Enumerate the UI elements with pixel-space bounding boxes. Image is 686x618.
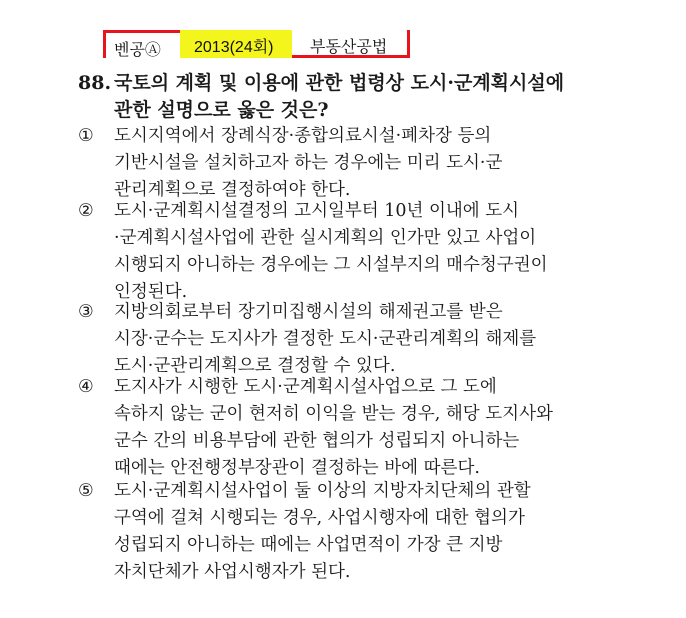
source-box [103, 30, 180, 58]
option-line: 인정된다. [114, 282, 188, 302]
option-line: 도지사가 시행한 도시·군계획시설사업으로 그 도에 [114, 377, 497, 397]
option-line: 때에는 안전행정부장관이 결정하는 바에 따른다. [114, 458, 480, 478]
option-line: 구역에 걸쳐 시행되는 경우, 사업시행자에 대한 협의가 [114, 508, 525, 528]
year-box [180, 30, 292, 58]
option-text [114, 299, 614, 380]
option-text [114, 198, 614, 306]
option-line: 도시·군계획시설결정의 고시일부터 10년 이내에 도시 [114, 201, 520, 221]
option-text [114, 374, 614, 482]
option-text [114, 478, 614, 586]
exam-header [103, 30, 410, 58]
option-line: 시장·군수는 도지사가 결정한 도시·군관리계획의 해제를 [114, 329, 537, 349]
year-label: 2013(24회) [194, 39, 274, 56]
option-line: 성립되지 아니하는 때에는 사업면적이 가장 큰 지방 [114, 535, 503, 555]
question-text [114, 70, 634, 124]
option-line: 시행되지 아니하는 경우에는 그 시설부지의 매수청구권이 [114, 255, 548, 275]
question-line: 관한 설명으로 옳은 것은? [114, 99, 329, 121]
subject-box [292, 30, 410, 58]
option-line: 지방의회로부터 장기미집행시설의 해제권고를 받은 [114, 302, 503, 322]
option-line: 도시·군계획시설사업이 둘 이상의 지방자치단체의 관할 [114, 481, 531, 501]
option-number: ③ [78, 302, 94, 322]
option-line: 도시·군관리계획으로 결정할 수 있다. [114, 356, 396, 376]
option-line: 도시지역에서 장례식장·종합의료시설·폐차장 등의 [114, 126, 492, 146]
option-number: ① [78, 126, 94, 146]
option-text [114, 123, 614, 204]
option-line: 자치단체가 사업시행자가 된다. [114, 562, 351, 582]
option-number: ② [78, 201, 94, 221]
option-line: 군수 간의 비용부담에 관한 협의가 성립되지 아니하는 [114, 431, 520, 451]
option-number: ④ [78, 377, 94, 397]
source-label: 벤공Ⓐ [114, 42, 161, 59]
option-line: 기반시설을 설치하고자 하는 경우에는 미리 도시·군 [114, 153, 503, 173]
question-line: 국토의 계획 및 이용에 관한 법령상 도시·군계획시설에 [114, 72, 565, 94]
subject-label: 부동산공법 [310, 39, 388, 56]
option-line: 속하지 않는 군이 현저히 이익을 받는 경우, 해당 도지사와 [114, 404, 553, 424]
option-number: ⑤ [78, 481, 94, 501]
question-number: 88. [78, 72, 112, 94]
option-line: ·군계획시설사업에 관한 실시계획의 인가만 있고 사업이 [114, 228, 537, 248]
option-line: 관리계획으로 결정하여야 한다. [114, 180, 351, 200]
